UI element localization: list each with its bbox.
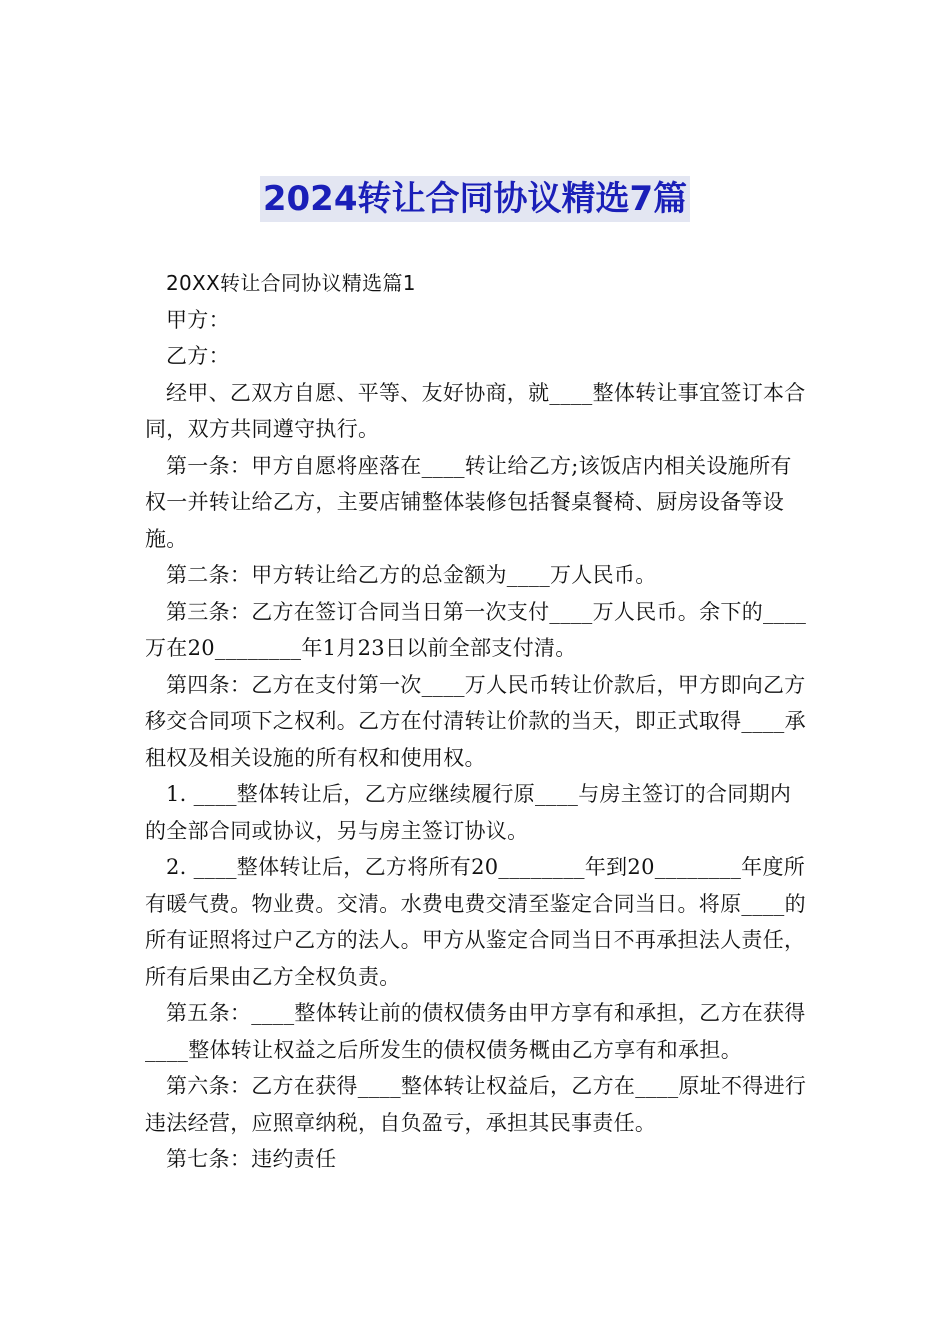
party-b-line: 乙方： — [166, 344, 230, 368]
title-container — [0, 176, 950, 222]
section-heading: 20XX转让合同协议精选篇1 — [166, 271, 416, 295]
clause-2-paragraph: 2. ____整体转让后，乙方将所有20________年到20________年度所有暖气费。物业费。交清。水费电费交清至鉴定合同当日。将原____的所有证照将过户乙方的法人。甲方从鉴定合同当日不再承担法人责任，所有后果由乙方全权负责。 — [145, 855, 806, 989]
article-6-paragraph: 第六条：乙方在获得____整体转让权益后，乙方在____原址不得进行违法经营，应照章纳税，自负盈亏，承担其民事责任。 — [145, 1074, 807, 1135]
article-5-paragraph: 第五条：____整体转让前的债权债务由甲方享有和承担，乙方在获得____整体转让权益之后所发生的债权债务概由乙方享有和承担。 — [145, 1001, 806, 1062]
article-7-paragraph: 第七条：违约责任 — [166, 1147, 337, 1171]
document-title: 2024转让合同协议精选7篇 — [260, 176, 690, 222]
article-3-paragraph: 第三条：乙方在签订合同当日第一次支付____万人民币。余下的____万在20________年1月23日以前全部支付清。 — [145, 599, 807, 660]
preamble-paragraph: 经甲、乙双方自愿、平等、友好协商，就____整体转让事宜签订本合同，双方共同遵守执行。 — [145, 380, 806, 441]
article-2-paragraph: 第二条：甲方转让给乙方的总金额为____万人民币。 — [166, 563, 657, 587]
article-4-paragraph: 第四条：乙方在支付第一次____万人民币转让价款后，甲方即向乙方移交合同项下之权利。乙方在付清转让价款的当天，即正式取得____承租权及相关设施的所有权和使用权。 — [145, 672, 806, 770]
document-body — [145, 265, 810, 1178]
article-1-paragraph: 第一条：甲方自愿将座落在____转让给乙方;该饭店内相关设施所有权一并转让给乙方，主要店铺整体装修包括餐桌餐椅、厨房设备等设施。 — [145, 453, 792, 551]
clause-1-paragraph: 1. ____整体转让后，乙方应继续履行原____与房主签订的合同期内的全部合同或协议，另与房主签订协议。 — [145, 782, 792, 843]
party-a-line: 甲方： — [166, 307, 230, 332]
